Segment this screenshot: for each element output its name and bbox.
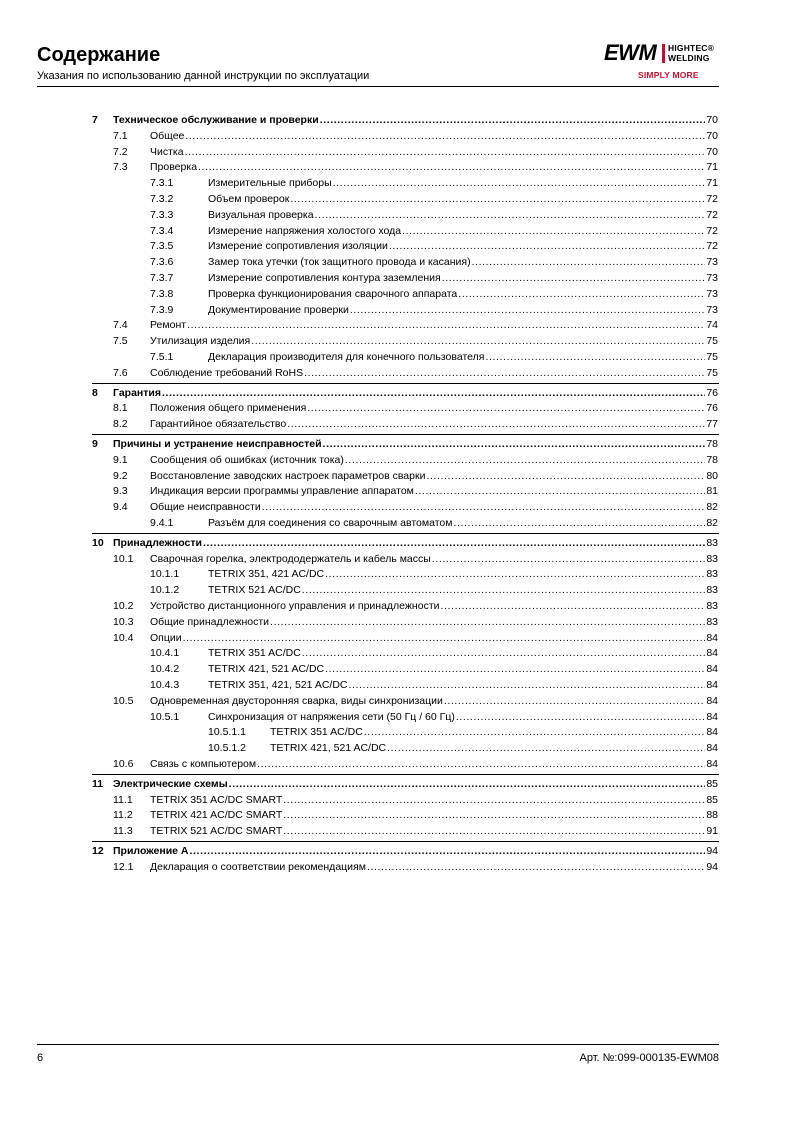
chapter-separator bbox=[92, 774, 719, 775]
toc-entry-number: 8.1 bbox=[113, 402, 128, 415]
toc-dot-leader bbox=[190, 844, 706, 858]
toc-entry[interactable] bbox=[0, 599, 793, 613]
toc-entry-title: Сообщения об ошибках (источник тока) bbox=[150, 453, 344, 466]
toc-entry-number: 10.1 bbox=[113, 552, 134, 565]
toc-entry-page: 72 bbox=[706, 240, 718, 253]
toc-dot-leader bbox=[283, 808, 705, 822]
article-number: Арт. №:099-000135-EWM08 bbox=[579, 1052, 719, 1064]
toc-entry-page: 88 bbox=[706, 809, 718, 822]
toc-entry[interactable] bbox=[0, 725, 793, 739]
toc-entry-title: Восстановление заводских настроек параметров сварки bbox=[150, 469, 426, 482]
toc-entry-page: 83 bbox=[706, 568, 718, 581]
toc-entry-title: Декларация о соответствии рекомендациям bbox=[150, 860, 366, 873]
toc-entry-page: 80 bbox=[706, 469, 718, 482]
logo-divider bbox=[662, 44, 665, 63]
toc-entry[interactable] bbox=[0, 113, 793, 127]
logo-slogan: SIMPLY MORE bbox=[638, 70, 699, 80]
toc-entry[interactable] bbox=[0, 583, 793, 597]
toc-entry-number: 10.4.2 bbox=[150, 663, 180, 676]
toc-dot-leader bbox=[283, 824, 705, 838]
toc-entry-title: TETRIX 521 AC/DC SMART bbox=[150, 825, 283, 838]
toc-entry-number: 7.3.9 bbox=[150, 303, 174, 316]
toc-entry[interactable] bbox=[0, 808, 793, 822]
toc-entry-title: Принадлежности bbox=[113, 536, 202, 549]
toc-dot-leader bbox=[315, 208, 706, 222]
toc-dot-leader bbox=[304, 366, 705, 380]
toc-entry-title: TETRIX 351 AC/DC bbox=[270, 726, 363, 739]
toc-entry-page: 94 bbox=[706, 860, 718, 873]
toc-dot-leader bbox=[442, 271, 706, 285]
toc-entry[interactable] bbox=[0, 860, 793, 874]
toc-entry[interactable] bbox=[0, 401, 793, 415]
toc-entry-page: 85 bbox=[706, 777, 718, 790]
toc-entry-title: Визуальная проверка bbox=[208, 208, 314, 221]
chapter-separator bbox=[92, 533, 719, 534]
toc-entry-title: Приложение A bbox=[113, 845, 189, 857]
toc-dot-leader bbox=[350, 303, 706, 317]
toc-entry[interactable] bbox=[0, 271, 793, 285]
toc-entry-number: 9.4 bbox=[113, 501, 128, 514]
toc-entry-title: TETRIX 421 AC/DC SMART bbox=[150, 809, 283, 822]
toc-entry-page: 84 bbox=[706, 694, 718, 707]
toc-entry-title: Измерение напряжения холостого хода bbox=[208, 224, 402, 237]
toc-entry-number: 10.5.1.2 bbox=[208, 742, 246, 755]
toc-dot-leader bbox=[485, 350, 705, 364]
toc-entry-title: Ремонт bbox=[150, 319, 187, 332]
toc-entry-page: 81 bbox=[706, 485, 718, 498]
toc-entry-number: 11.2 bbox=[113, 809, 133, 822]
toc-entry[interactable] bbox=[0, 567, 793, 581]
toc-dot-leader bbox=[307, 401, 705, 415]
toc-entry-page: 73 bbox=[706, 303, 718, 316]
toc-dot-leader bbox=[364, 725, 706, 739]
toc-entry-number: 7.1 bbox=[113, 129, 128, 142]
toc-entry-number: 7.3.4 bbox=[150, 224, 174, 237]
toc-dot-leader bbox=[456, 710, 705, 724]
toc-entry-number: 10.4.1 bbox=[150, 647, 180, 660]
toc-entry-title: Синхронизация от напряжения сети (50 Гц / 60 Гц) bbox=[208, 710, 455, 723]
toc-entry[interactable] bbox=[0, 793, 793, 807]
toc-dot-leader bbox=[162, 386, 705, 400]
toc-dot-leader bbox=[287, 417, 705, 431]
toc-entry-page: 72 bbox=[706, 208, 718, 221]
toc-entry-number: 7.3.2 bbox=[150, 193, 174, 205]
toc-entry-title: Одновременная двусторонняя сварка, виды синхронизации bbox=[150, 694, 443, 707]
toc-entry-page: 75 bbox=[706, 335, 718, 348]
toc-dot-leader bbox=[426, 469, 705, 483]
toc-entry-page: 85 bbox=[706, 793, 718, 806]
toc-entry[interactable] bbox=[0, 500, 793, 514]
toc-entry-page: 84 bbox=[706, 742, 718, 755]
toc-entry-title: Проверка функционирования сварочного аппарата bbox=[208, 287, 458, 300]
page-subtitle: Указания по использованию данной инструкции по эксплуатации bbox=[37, 70, 370, 82]
toc-dot-leader bbox=[367, 860, 705, 874]
toc-entry-page: 75 bbox=[706, 366, 718, 379]
toc-entry[interactable] bbox=[0, 176, 793, 190]
toc-entry-number: 10 bbox=[92, 536, 104, 549]
toc-entry-page: 84 bbox=[706, 758, 718, 770]
toc-entry-title: Гарантия bbox=[113, 386, 161, 399]
toc-entry[interactable] bbox=[0, 694, 793, 708]
toc-entry-title: Измерительные приборы bbox=[208, 177, 332, 190]
toc-dot-leader bbox=[283, 793, 705, 807]
toc-dot-leader bbox=[302, 646, 706, 660]
toc-entry-title: TETRIX 521 AC/DC bbox=[208, 584, 301, 597]
toc-entry-number: 7 bbox=[92, 114, 98, 126]
toc-entry[interactable] bbox=[0, 437, 793, 451]
toc-entry-page: 84 bbox=[706, 647, 718, 660]
toc-dot-leader bbox=[187, 318, 705, 332]
toc-entry-number: 11 bbox=[92, 777, 104, 790]
toc-dot-leader bbox=[270, 615, 705, 629]
toc-entry-page: 84 bbox=[706, 726, 718, 739]
toc-entry[interactable] bbox=[0, 741, 793, 755]
toc-entry-number: 9.2 bbox=[113, 469, 128, 482]
toc-dot-leader bbox=[325, 662, 705, 676]
toc-entry-title: Чистка bbox=[150, 145, 184, 158]
toc-entry[interactable] bbox=[0, 239, 793, 253]
toc-entry-number: 7.3.6 bbox=[150, 256, 174, 269]
toc-entry-title: Связь с компьютером bbox=[150, 758, 257, 770]
toc-entry[interactable] bbox=[0, 662, 793, 676]
toc-entry-number: 7.6 bbox=[113, 366, 128, 379]
toc-entry-number: 7.5.1 bbox=[150, 351, 174, 363]
toc-entry-title: TETRIX 421, 521 AC/DC bbox=[208, 663, 325, 676]
chapter-separator bbox=[92, 841, 719, 842]
toc-entry[interactable] bbox=[0, 287, 793, 301]
toc-entry-page: 76 bbox=[706, 402, 718, 415]
toc-dot-leader bbox=[262, 500, 706, 514]
toc-entry-page: 82 bbox=[706, 517, 718, 529]
toc-dot-leader bbox=[198, 160, 705, 174]
toc-dot-leader bbox=[387, 741, 705, 755]
toc-entry[interactable] bbox=[0, 208, 793, 222]
toc-entry-title: Устройство дистанционного управления и принадлежности bbox=[150, 600, 440, 612]
toc-entry-page: 70 bbox=[706, 114, 718, 126]
toc-entry-title: Разъём для соединения со сварочным автоматом bbox=[208, 517, 453, 529]
toc-dot-leader bbox=[229, 777, 706, 791]
toc-entry[interactable] bbox=[0, 484, 793, 498]
toc-entry-page: 83 bbox=[706, 600, 718, 612]
toc-entry-number: 8.2 bbox=[113, 418, 128, 431]
toc-entry-page: 73 bbox=[706, 287, 718, 300]
toc-entry-number: 12.1 bbox=[113, 860, 134, 873]
toc-dot-leader bbox=[453, 516, 705, 530]
toc-entry-title: Измерение сопротивления изоляции bbox=[208, 240, 388, 253]
toc-entry-page: 70 bbox=[706, 129, 718, 142]
logo-line1: HIGHTEC® bbox=[668, 43, 715, 53]
toc-dot-leader bbox=[458, 287, 705, 301]
toc-entry-title: Соблюдение требований RoHS bbox=[150, 366, 304, 379]
toc-entry-page: 71 bbox=[706, 177, 718, 190]
toc-entry-page: 76 bbox=[706, 386, 718, 399]
toc-dot-leader bbox=[402, 224, 705, 238]
toc-entry-title: Объем проверок bbox=[208, 193, 290, 205]
toc-entry[interactable] bbox=[0, 516, 793, 530]
page-number: 6 bbox=[37, 1052, 44, 1064]
logo-line2: WELDING bbox=[668, 53, 710, 63]
chapter-separator bbox=[92, 383, 719, 384]
toc-entry-title: Проверка bbox=[150, 161, 198, 174]
toc-entry[interactable] bbox=[0, 318, 793, 332]
toc-entry-page: 94 bbox=[706, 845, 718, 857]
toc-dot-leader bbox=[444, 694, 705, 708]
toc-entry-title: TETRIX 351 AC/DC SMART bbox=[150, 793, 283, 806]
toc-entry-number: 9 bbox=[92, 438, 98, 450]
toc-entry-title: Замер тока утечки (ток защитного провода и касания) bbox=[208, 256, 471, 269]
toc-entry-title: Общие принадлежности bbox=[150, 615, 270, 628]
toc-entry-number: 7.3.7 bbox=[150, 272, 174, 284]
toc-entry[interactable] bbox=[0, 844, 793, 858]
toc-entry-page: 70 bbox=[706, 145, 718, 158]
toc-entry[interactable] bbox=[0, 678, 793, 692]
toc-entry-number: 10.1.1 bbox=[150, 568, 180, 581]
toc-entry-page: 83 bbox=[706, 584, 718, 597]
toc-dot-leader bbox=[325, 567, 705, 581]
toc-entry-page: 83 bbox=[706, 536, 718, 549]
toc-entry-number: 10.5 bbox=[113, 694, 134, 707]
toc-entry-page: 77 bbox=[706, 418, 718, 431]
toc-entry-page: 72 bbox=[706, 193, 718, 205]
toc-dot-leader bbox=[441, 599, 706, 613]
toc-entry-number: 7.3.5 bbox=[150, 240, 174, 253]
toc-entry-number: 9.1 bbox=[113, 453, 128, 466]
toc-entry-number: 10.6 bbox=[113, 758, 134, 770]
toc-dot-leader bbox=[323, 437, 706, 451]
ewm-logo bbox=[604, 40, 722, 84]
toc-entry-title: Положения общего применения bbox=[150, 402, 307, 415]
toc-entry-title: Причины и устранение неисправностей bbox=[113, 438, 322, 450]
toc-entry-page: 72 bbox=[706, 224, 718, 237]
logo-brand: EWM bbox=[604, 40, 657, 65]
toc-entry[interactable] bbox=[0, 224, 793, 238]
toc-entry-page: 73 bbox=[706, 256, 718, 269]
footer-divider bbox=[37, 1044, 719, 1045]
page-title: Содержание bbox=[37, 44, 161, 66]
toc-entry-number: 7.3.8 bbox=[150, 287, 174, 300]
toc-entry[interactable] bbox=[0, 824, 793, 838]
toc-dot-leader bbox=[185, 129, 705, 143]
toc-entry-page: 83 bbox=[706, 552, 718, 565]
toc-entry-page: 71 bbox=[706, 161, 718, 174]
toc-entry[interactable] bbox=[0, 536, 793, 550]
toc-entry-number: 8 bbox=[92, 386, 98, 399]
toc-entry-title: Общие неисправности bbox=[150, 501, 261, 514]
toc-entry-page: 75 bbox=[706, 351, 718, 363]
toc-entry[interactable] bbox=[0, 615, 793, 629]
toc-dot-leader bbox=[432, 552, 705, 566]
toc-entry-title: Опции bbox=[150, 631, 182, 644]
toc-entry[interactable] bbox=[0, 255, 793, 269]
toc-dot-leader bbox=[257, 757, 705, 771]
toc-dot-leader bbox=[345, 453, 705, 467]
toc-entry-number: 10.5.1.1 bbox=[208, 726, 246, 739]
toc-entry-title: Утилизация изделия bbox=[150, 335, 251, 348]
toc-entry-title: Общее bbox=[150, 129, 185, 142]
toc-entry-page: 84 bbox=[706, 631, 718, 644]
toc-entry[interactable] bbox=[0, 386, 793, 400]
toc-entry-title: Сварочная горелка, электрододержатель и кабель массы bbox=[150, 552, 431, 565]
toc-entry-title: Гарантийное обязательство bbox=[150, 418, 287, 431]
toc-dot-leader bbox=[472, 255, 706, 269]
toc-entry[interactable] bbox=[0, 777, 793, 791]
toc-entry-number: 9.3 bbox=[113, 485, 128, 498]
toc-entry-page: 78 bbox=[706, 453, 718, 466]
toc-entry-page: 74 bbox=[706, 319, 718, 332]
toc-entry-title: Измерение сопротивления контура заземления bbox=[208, 272, 441, 284]
toc-entry-page: 78 bbox=[706, 438, 718, 450]
toc-dot-leader bbox=[203, 536, 705, 550]
header-divider bbox=[37, 86, 719, 87]
toc-entry-page: 84 bbox=[706, 679, 718, 691]
toc-entry-page: 84 bbox=[706, 710, 718, 723]
toc-entry[interactable] bbox=[0, 366, 793, 380]
toc-entry-title: Электрические схемы bbox=[113, 777, 228, 790]
toc-entry-number: 11.3 bbox=[113, 825, 133, 838]
toc-entry-title: TETRIX 351, 421 AC/DC bbox=[208, 568, 325, 581]
toc-entry-number: 10.4.3 bbox=[150, 679, 180, 691]
toc-entry-title: Техническое обслуживание и проверки bbox=[113, 114, 319, 126]
toc-entry[interactable] bbox=[0, 631, 793, 645]
toc-entry[interactable] bbox=[0, 350, 793, 364]
toc-entry[interactable] bbox=[0, 145, 793, 159]
toc-entry-title: TETRIX 351, 421, 521 AC/DC bbox=[208, 679, 348, 691]
toc-entry[interactable] bbox=[0, 417, 793, 431]
toc-entry-number: 7.3.1 bbox=[150, 177, 174, 190]
toc-entry-number: 9.4.1 bbox=[150, 517, 174, 529]
toc-dot-leader bbox=[302, 583, 706, 597]
toc-dot-leader bbox=[348, 678, 705, 692]
toc-entry[interactable] bbox=[0, 646, 793, 660]
toc-entry-title: Документирование проверки bbox=[208, 303, 349, 316]
toc-dot-leader bbox=[183, 631, 706, 645]
chapter-separator bbox=[92, 434, 719, 435]
toc-entry[interactable] bbox=[0, 334, 793, 348]
toc-entry-number: 7.2 bbox=[113, 145, 128, 158]
toc-entry[interactable] bbox=[0, 129, 793, 143]
toc-dot-leader bbox=[251, 334, 705, 348]
toc-entry-page: 73 bbox=[706, 272, 718, 284]
toc-entry[interactable] bbox=[0, 757, 793, 771]
toc-entry-page: 83 bbox=[706, 615, 718, 628]
toc-dot-leader bbox=[389, 239, 705, 253]
toc-dot-leader bbox=[320, 113, 706, 127]
toc-dot-leader bbox=[333, 176, 706, 190]
toc-dot-leader bbox=[185, 145, 706, 159]
toc-entry-number: 7.3 bbox=[113, 161, 128, 174]
toc-entry[interactable] bbox=[0, 469, 793, 483]
toc-entry-number: 10.1.2 bbox=[150, 584, 180, 597]
toc-entry-title: Индикация версии программы управление аппаратом bbox=[150, 485, 414, 498]
toc-entry-page: 82 bbox=[706, 501, 718, 514]
logo-tagline bbox=[668, 43, 714, 63]
toc-entry-number: 7.3.3 bbox=[150, 208, 174, 221]
toc-entry-number: 10.4 bbox=[113, 631, 134, 644]
toc-entry-number: 11.1 bbox=[113, 793, 133, 806]
toc-entry-number: 12 bbox=[92, 845, 104, 857]
toc-entry[interactable] bbox=[0, 303, 793, 317]
toc-entry-title: Декларация производителя для конечного пользователя bbox=[208, 351, 485, 363]
toc-entry[interactable] bbox=[0, 192, 793, 206]
toc-entry-number: 10.3 bbox=[113, 615, 134, 628]
toc-entry[interactable] bbox=[0, 710, 793, 724]
toc-entry[interactable] bbox=[0, 160, 793, 174]
toc-dot-leader bbox=[290, 192, 705, 206]
toc-entry-page: 84 bbox=[706, 663, 718, 676]
toc-entry-number: 10.2 bbox=[113, 600, 134, 612]
toc-entry-number: 7.4 bbox=[113, 319, 128, 332]
toc-entry-number: 10.5.1 bbox=[150, 710, 180, 723]
toc-entry-page: 91 bbox=[706, 825, 718, 838]
toc-dot-leader bbox=[415, 484, 705, 498]
toc-entry-title: TETRIX 351 AC/DC bbox=[208, 647, 301, 660]
toc-entry-number: 7.5 bbox=[113, 335, 128, 348]
toc-entry[interactable] bbox=[0, 453, 793, 467]
toc-entry[interactable] bbox=[0, 552, 793, 566]
toc-entry-title: TETRIX 421, 521 AC/DC bbox=[270, 742, 387, 755]
